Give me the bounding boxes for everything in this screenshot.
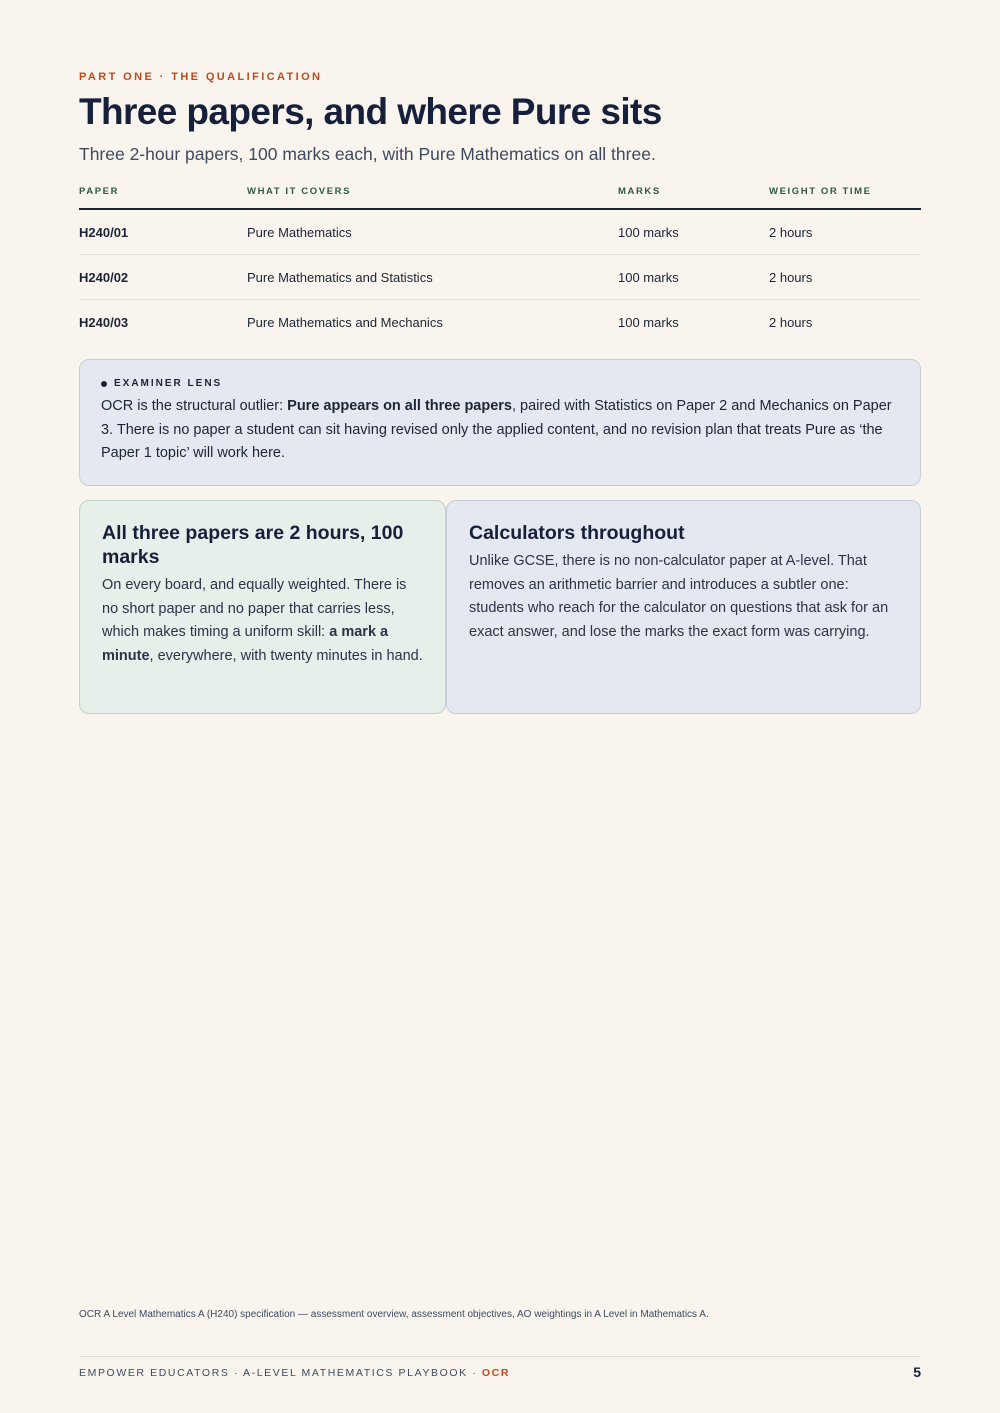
- table-header-row: [79, 183, 921, 209]
- calculators-card-text: Unlike GCSE, there is no non-calculator paper at A-level. That removes an arithmetic barrier and introduces a subtler one: students who reach for the calculator on questions that ask for an exact answer, and lose the marks the exact form was carrying.: [469, 553, 889, 640]
- footer-board-accent: OCR: [481, 1367, 511, 1379]
- footer-divider: [79, 1356, 921, 1357]
- examiner-lens-text: [101, 395, 899, 466]
- examiner-lens-label: [101, 378, 899, 389]
- calculators-card: [446, 500, 921, 714]
- paper-time: 2 hours: [769, 209, 921, 255]
- bullet-dot-icon: [101, 381, 107, 387]
- timing-card-title: All three papers are 2 hours, 100 marks: [102, 522, 404, 568]
- examiner-lens-label-text: EXAMINER LENS: [114, 378, 223, 389]
- paper-covers: Pure Mathematics: [247, 209, 618, 255]
- table-row: [79, 300, 921, 345]
- column-header-marks: MARKS: [618, 183, 769, 209]
- calculators-card-title: Calculators throughout: [469, 522, 685, 544]
- paper-covers: Pure Mathematics and Statistics: [247, 255, 618, 300]
- paper-marks: 100 marks: [618, 314, 679, 330]
- paper-code: H240/03: [79, 314, 129, 330]
- paper-code: H240/01: [79, 209, 247, 255]
- timing-text-emphasis: a mark a minute: [102, 624, 389, 664]
- source-note: OCR A Level Mathematics A (H240) specification — assessment overview, assessment objectives, AO weightings in A Level in Mathematics A.: [79, 1309, 709, 1320]
- timing-card: [79, 500, 446, 714]
- timing-text-start: On every board, and equally weighted. There is no short paper and no paper that carries less, which makes timing a uniform skill:: [102, 577, 407, 640]
- paper-marks: 100 marks: [618, 209, 769, 255]
- lens-text-start: OCR is the structural outlier:: [101, 398, 288, 414]
- paper-code: H240/02: [79, 255, 247, 300]
- papers-table: [79, 183, 921, 344]
- examiner-lens-callout: [79, 359, 921, 486]
- lens-text-emphasis: Pure appears on all three papers: [287, 398, 512, 414]
- column-header-covers: WHAT IT COVERS: [247, 183, 618, 209]
- column-header-time: WEIGHT OR TIME: [769, 183, 921, 209]
- lens-text-end: , paired with Statistics on Paper 2 and Mechanics on Paper 3. There is no paper a student can sit having revised only the applied content, and no revision plan that treats Pure as ‘the Paper 1 topic’ will work here.: [101, 398, 892, 461]
- paper-covers: Pure Mathematics and Mechanics: [247, 314, 443, 330]
- timing-text-end: , everywhere, with twenty minutes in hand.: [149, 647, 423, 664]
- page-number: 5: [913, 1364, 921, 1380]
- page-title: Three papers, and where Pure sits: [79, 91, 662, 132]
- page-subtitle: Three 2-hour papers, 100 marks each, with Pure Mathematics on all three.: [79, 144, 656, 164]
- paper-marks: 100 marks: [618, 255, 769, 300]
- footer-running-title: [79, 1367, 510, 1379]
- table-row: [79, 255, 921, 300]
- footer-text: EMPOWER EDUCATORS · A-LEVEL MATHEMATICS PLAYBOOK ·: [79, 1367, 482, 1379]
- timing-card-text: [102, 574, 423, 668]
- paper-time: 2 hours: [769, 255, 921, 300]
- table-row: [79, 209, 921, 255]
- column-header-paper: PAPER: [79, 183, 247, 209]
- paper-time: 2 hours: [769, 314, 813, 330]
- section-eyebrow: PART ONE · THE QUALIFICATION: [79, 71, 323, 83]
